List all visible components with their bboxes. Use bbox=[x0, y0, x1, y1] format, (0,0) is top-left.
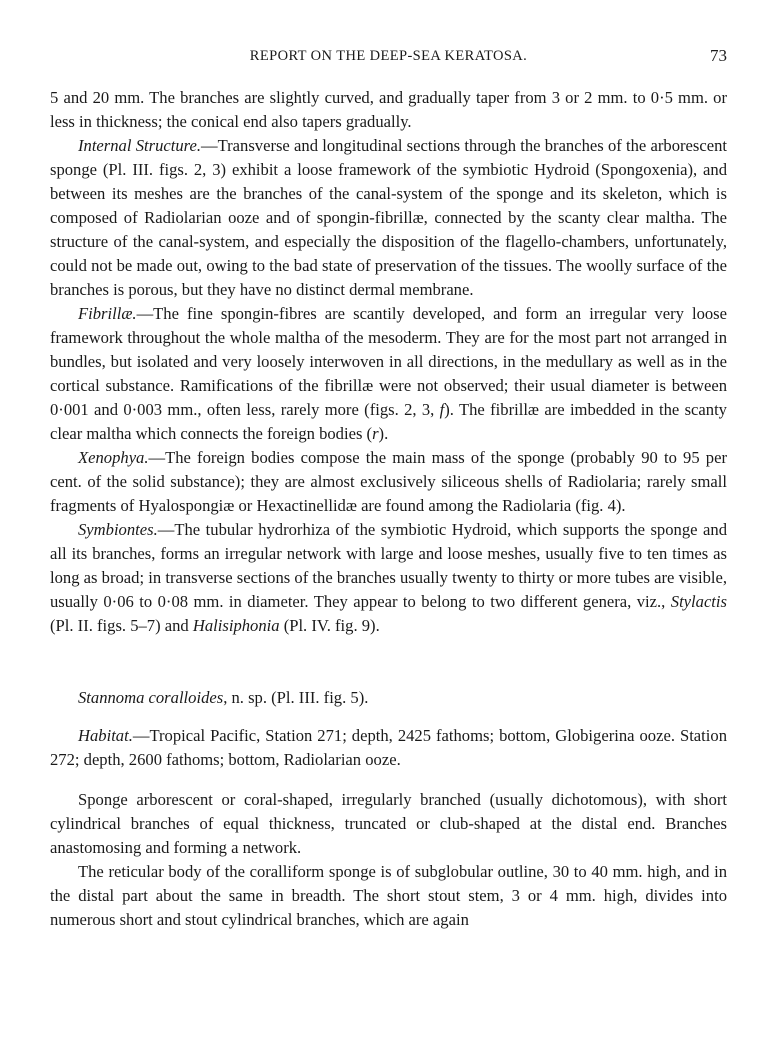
paragraph-description bbox=[50, 860, 727, 932]
paragraph-text: Sponge arborescent or coral-shaped, irregularly branched (usually dichotomous), with short cylindrical branches of equal thickness, truncated or club-shaped at the distal end. Branches anastomosing and forming a network. bbox=[50, 790, 727, 857]
running-title: REPORT ON THE DEEP-SEA KERATOSA. bbox=[249, 48, 528, 64]
paragraph-text: (Pl. IV. fig. 9). bbox=[279, 616, 380, 635]
species-heading bbox=[50, 686, 727, 710]
paragraph-text: ). bbox=[378, 424, 389, 443]
paragraph-text: The reticular body of the coralliform sponge is of subglobular outline, 30 to 40 mm. high, and in the distal part about the same in breadth. The short stout stem, 3 or 4 mm. high, divides into numerous short and stout cylindrical branches, which are again bbox=[50, 862, 727, 929]
section-heading: Symbiontes. bbox=[78, 520, 158, 539]
paragraph-text: —The fine spongin-fibres are scantily developed, and form an irregular very loose framework throughout the whole maltha of the mesoderm. They are for the most part not arranged in bundles, but isolated and very loosely interwoven in all directions, in the medullary as well as in the cortical substance. Ramifications of the fibrillæ were not observed; their usual diameter is between 0·001 and 0·003 mm., often less, rarely more (figs. 2, 3, bbox=[50, 304, 727, 419]
page-header bbox=[50, 47, 727, 69]
section-heading: Habitat. bbox=[78, 726, 133, 745]
paragraph-text: (Pl. II. figs. 5–7) and bbox=[50, 616, 193, 635]
paragraph-text: ). The fibrillæ are imbedded in the scanty clear maltha which connects the foreign bodies ( bbox=[50, 400, 727, 443]
section-heading: Xenophya. bbox=[78, 448, 149, 467]
genus-name: Halisiphonia bbox=[192, 616, 280, 635]
paragraph-text: —Tropical Pacific, Station 271; depth, 2425 fathoms; bottom, Globigerina ooze. Station 272; depth, 2600 fathoms; bottom, Radiolarian ooze. bbox=[50, 726, 727, 769]
paragraph-text: —Transverse and longitudinal sections through the branches of the arborescent sponge (Pl. III. figs. 2, 3) exhibit a loose framework of the symbiotic Hydroid (Spongoxenia), and between its meshes are the branches of the canal-system of the sponge and its skeleton, which is composed of Radiolarian ooze and of spongin-fibrillæ, connected by the scanty clear maltha. The structure of the canal-system, and especially the disposition of the flagello-chambers, unfortunately, could not be made out, owing to the bad state of preservation of the tissues. The woolly surface of the branches is porous, but they have no distinct dermal membrane. bbox=[50, 136, 727, 299]
paragraph-text: 5 and 20 mm. The branches are slightly curved, and gradually taper from 3 or 2 mm. to 0·5 mm. or less in thickness; the conical end also tapers gradually. bbox=[50, 88, 727, 131]
paragraph-text: —The foreign bodies compose the main mass of the sponge (probably 90 to 95 per cent. of the solid substance); they are almost exclusively siliceous shells of Radiolaria; rarely small fragments of Hyalospongiæ or Hexactinellidæ are found among the Radiolaria (fig. 4). bbox=[50, 448, 727, 515]
section-heading: Fibrillæ. bbox=[78, 304, 137, 323]
section-heading: Internal Structure. bbox=[78, 136, 201, 155]
page-body bbox=[50, 86, 727, 932]
paragraph-fibrillae bbox=[50, 302, 727, 446]
species-reference: , n. sp. (Pl. III. fig. 5). bbox=[223, 688, 369, 707]
figure-label: r bbox=[372, 424, 379, 443]
paragraph-text: —The tubular hydrorhiza of the symbiotic Hydroid, which supports the sponge and all its branches, forms an irregular network with large and loose meshes, usually five to ten times as long as broad; in transverse sections of the branches usually twenty to thirty or more tubes are visible, usually 0·06 to 0·08 mm. in diameter. They appear to belong to two different genera, viz., bbox=[50, 520, 727, 611]
genus-name: Stylactis bbox=[670, 592, 727, 611]
paragraph-internal-structure bbox=[50, 134, 727, 302]
paragraph-diagnosis bbox=[50, 788, 727, 860]
page-number: 73 bbox=[710, 46, 727, 65]
figure-label: f bbox=[439, 400, 445, 419]
species-name: Stannoma coralloides bbox=[78, 688, 224, 707]
paragraph-symbiontes bbox=[50, 518, 727, 638]
paragraph-continuation bbox=[50, 86, 727, 134]
paragraph-xenophya bbox=[50, 446, 727, 518]
paragraph-habitat bbox=[50, 724, 727, 772]
